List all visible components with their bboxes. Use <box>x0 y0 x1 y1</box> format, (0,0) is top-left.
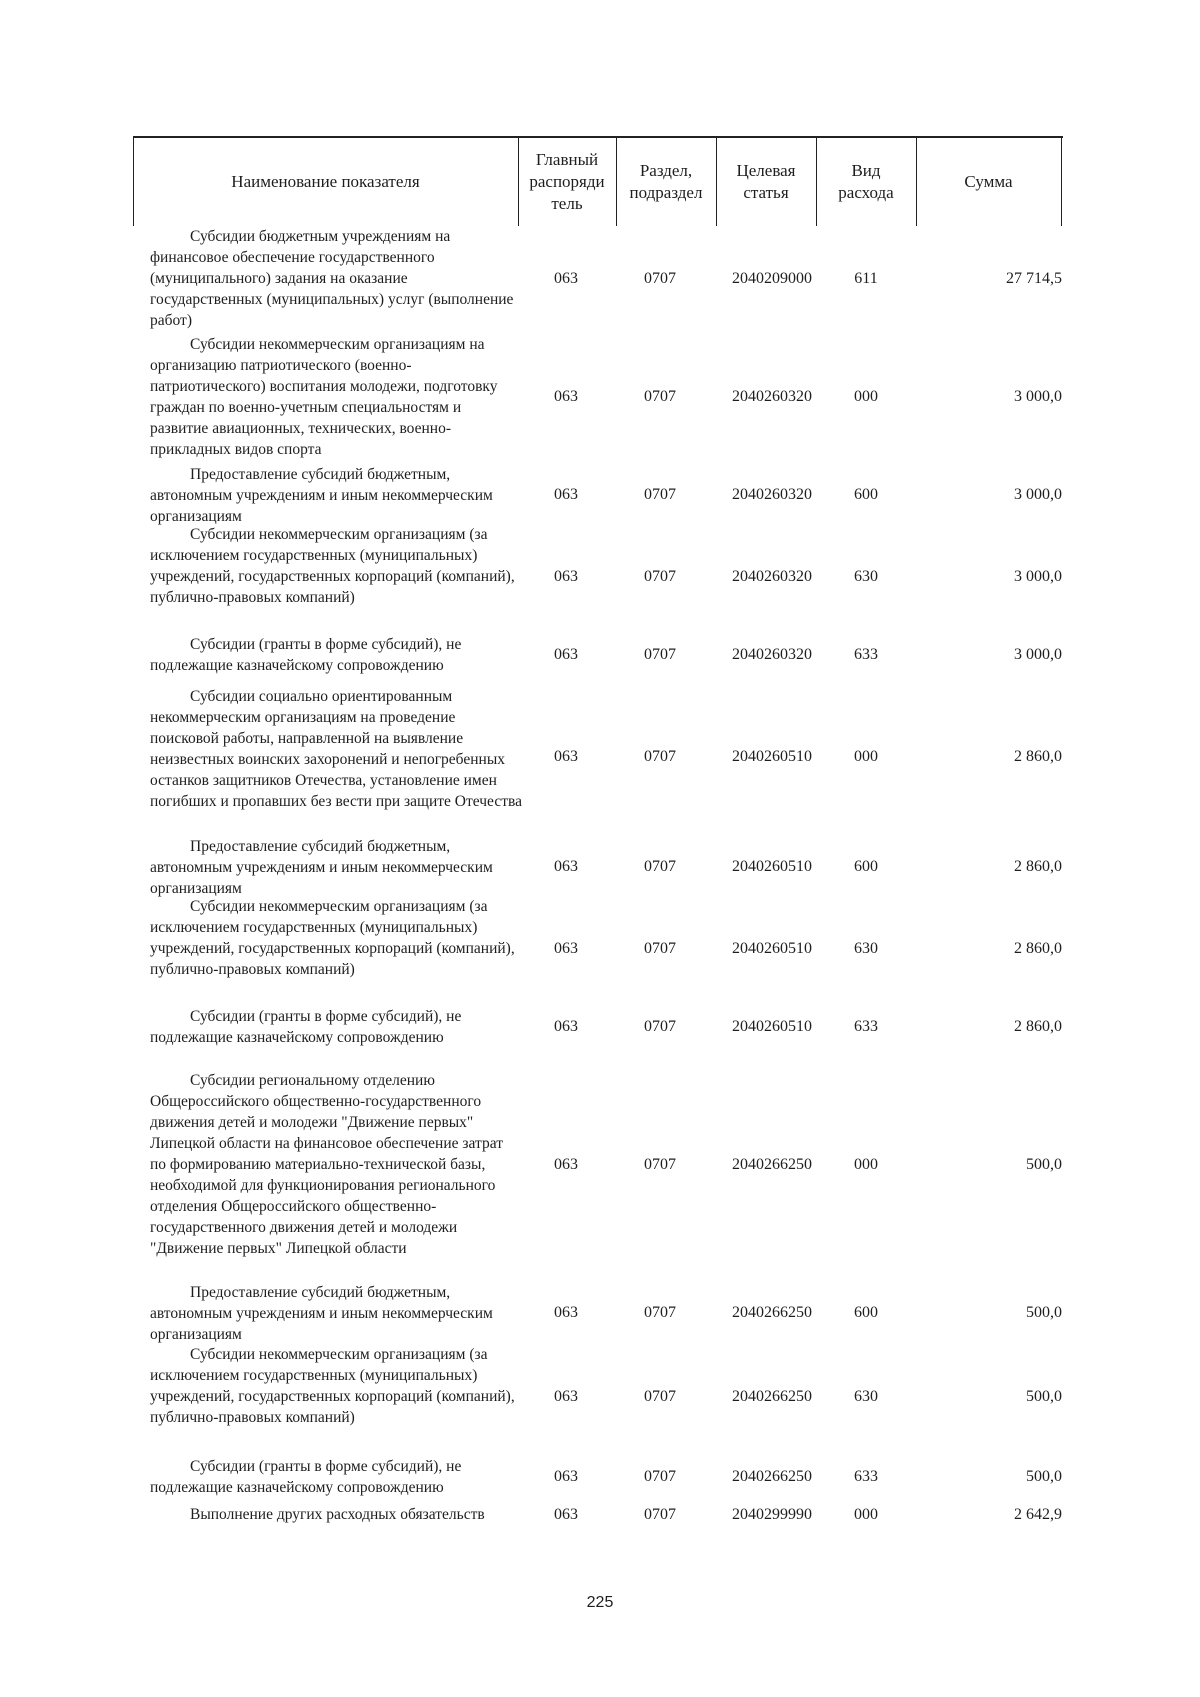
row-vid: 000 <box>854 1156 878 1173</box>
row-razdel: 0707 <box>644 748 676 765</box>
row-glav: 063 <box>554 646 578 663</box>
row-cel: 2040260320 <box>732 388 812 405</box>
row-razdel: 0707 <box>644 1304 676 1321</box>
row-vid: 600 <box>854 486 878 503</box>
row-summa: 3 000,0 <box>1014 646 1062 663</box>
row-razdel: 0707 <box>644 858 676 875</box>
row-name: Субсидии социально ориентированным некоммерческим организациям на проведение поисковой работы, направленной на выявление неизвестных воинских захоронений и непогребенных останков защитников Отечества, установление имен погибших и пропавших без вести при защите Отечества <box>150 688 522 810</box>
row-vid: 000 <box>854 388 878 405</box>
row-name: Предоставление субсидий бюджетным, автономным учреждениям и иным некоммерческим организациям <box>150 466 493 525</box>
header-name: Наименование показателя <box>231 172 420 191</box>
row-vid: 630 <box>854 940 878 957</box>
row-vid: 000 <box>854 1506 878 1523</box>
row-glav: 063 <box>554 1156 578 1173</box>
row-name: Субсидии бюджетным учреждениям на финансовое обеспечение государственного (муниципального) задания на оказание государственных (муниципальных) услуг (выполнение работ) <box>150 228 514 329</box>
row-glav: 063 <box>554 940 578 957</box>
row-cel: 2040260320 <box>732 568 812 585</box>
row-razdel: 0707 <box>644 388 676 405</box>
row-cel: 2040260510 <box>732 1018 812 1035</box>
row-glav: 063 <box>554 568 578 585</box>
row-razdel: 0707 <box>644 1018 676 1035</box>
row-cel: 2040260510 <box>732 940 812 957</box>
row-cel: 2040209000 <box>732 270 812 287</box>
row-glav: 063 <box>554 858 578 875</box>
row-razdel: 0707 <box>644 270 676 287</box>
row-vid: 000 <box>854 748 878 765</box>
row-summa: 3 000,0 <box>1014 568 1062 585</box>
row-razdel: 0707 <box>644 568 676 585</box>
row-summa: 3 000,0 <box>1014 388 1062 405</box>
row-summa: 2 860,0 <box>1014 1018 1062 1035</box>
row-summa: 3 000,0 <box>1014 486 1062 503</box>
row-name: Субсидии некоммерческим организациям на организацию патриотического (военно-патриотического) воспитания молодежи, подготовку граждан по военно-учетным специальностям и развитие авиационных, технических, военно-прикладных видов спорта <box>150 336 498 458</box>
row-vid: 633 <box>854 646 878 663</box>
row-summa: 2 860,0 <box>1014 748 1062 765</box>
row-razdel: 0707 <box>644 940 676 957</box>
row-name: Субсидии (гранты в форме субсидий), не подлежащие казначейскому сопровождению <box>150 1008 462 1046</box>
row-cel: 2040260320 <box>732 486 812 503</box>
row-glav: 063 <box>554 1018 578 1035</box>
row-name: Субсидии некоммерческим организациям (за исключением государственных (муниципальных) учреждений, государственных корпораций (компаний), публично-правовых компаний) <box>150 526 515 606</box>
table-header <box>133 136 1063 226</box>
row-name: Выполнение других расходных обязательств <box>190 1506 485 1523</box>
row-cel: 2040266250 <box>732 1156 812 1173</box>
row-vid: 630 <box>854 1388 878 1405</box>
row-cel: 2040266250 <box>732 1388 812 1405</box>
row-glav: 063 <box>554 1506 578 1523</box>
row-name: Субсидии некоммерческим организациям (за исключением государственных (муниципальных) учреждений, государственных корпораций (компаний), публично-правовых компаний) <box>150 1346 515 1426</box>
row-vid: 611 <box>854 270 878 287</box>
row-summa: 2 642,9 <box>1014 1506 1062 1523</box>
row-summa: 2 860,0 <box>1014 858 1062 875</box>
row-glav: 063 <box>554 270 578 287</box>
row-vid: 630 <box>854 568 878 585</box>
row-vid: 600 <box>854 1304 878 1321</box>
row-razdel: 0707 <box>644 1506 676 1523</box>
page-number: 225 <box>586 1594 614 1611</box>
row-vid: 600 <box>854 858 878 875</box>
row-cel: 2040260320 <box>732 646 812 663</box>
row-razdel: 0707 <box>644 486 676 503</box>
row-name: Субсидии региональному отделению Общероссийского общественно-государственного движения детей и молодежи "Движение первых" Липецкой области на финансовое обеспечение затрат по формированию материально-технической базы, необходимой для функционирования регионального отделения Общероссийского общественно-государственного движения детей и молодежи "Движение первых" Липецкой области <box>150 1072 503 1257</box>
row-razdel: 0707 <box>644 1156 676 1173</box>
row-glav: 063 <box>554 486 578 503</box>
row-name: Субсидии некоммерческим организациям (за исключением государственных (муниципальных) учреждений, государственных корпораций (компаний), публично-правовых компаний) <box>150 898 515 978</box>
row-glav: 063 <box>554 1304 578 1321</box>
header-glavny-rasporyaditel: Главный распоряди тель <box>529 150 605 213</box>
row-name: Предоставление субсидий бюджетным, автономным учреждениям и иным некоммерческим организациям <box>150 838 493 897</box>
row-summa: 27 714,5 <box>1006 270 1062 287</box>
row-cel: 2040260510 <box>732 748 812 765</box>
row-cel: 2040260510 <box>732 858 812 875</box>
row-razdel: 0707 <box>644 1468 676 1485</box>
row-razdel: 0707 <box>644 646 676 663</box>
row-name: Субсидии (гранты в форме субсидий), не подлежащие казначейскому сопровождению <box>150 1458 462 1496</box>
row-name: Предоставление субсидий бюджетным, автономным учреждениям и иным некоммерческим организациям <box>150 1284 493 1343</box>
row-vid: 633 <box>854 1468 878 1485</box>
row-glav: 063 <box>554 388 578 405</box>
row-glav: 063 <box>554 748 578 765</box>
header-summa: Сумма <box>964 172 1013 191</box>
header-razdel: Раздел, подраздел <box>629 161 703 202</box>
header-celevaya-statya: Целевая статья <box>736 161 796 202</box>
row-glav: 063 <box>554 1468 578 1485</box>
row-cel: 2040299990 <box>732 1506 812 1523</box>
header-divider <box>1061 138 1062 226</box>
row-summa: 500,0 <box>1026 1304 1062 1321</box>
row-summa: 500,0 <box>1026 1388 1062 1405</box>
row-summa: 500,0 <box>1026 1156 1062 1173</box>
row-cel: 2040266250 <box>732 1468 812 1485</box>
row-summa: 2 860,0 <box>1014 940 1062 957</box>
row-vid: 633 <box>854 1018 878 1035</box>
row-razdel: 0707 <box>644 1388 676 1405</box>
row-name: Субсидии (гранты в форме субсидий), не подлежащие казначейскому сопровождению <box>150 636 462 674</box>
row-glav: 063 <box>554 1388 578 1405</box>
header-vid-rashoda: Вид расхода <box>838 161 894 202</box>
row-cel: 2040266250 <box>732 1304 812 1321</box>
row-summa: 500,0 <box>1026 1468 1062 1485</box>
